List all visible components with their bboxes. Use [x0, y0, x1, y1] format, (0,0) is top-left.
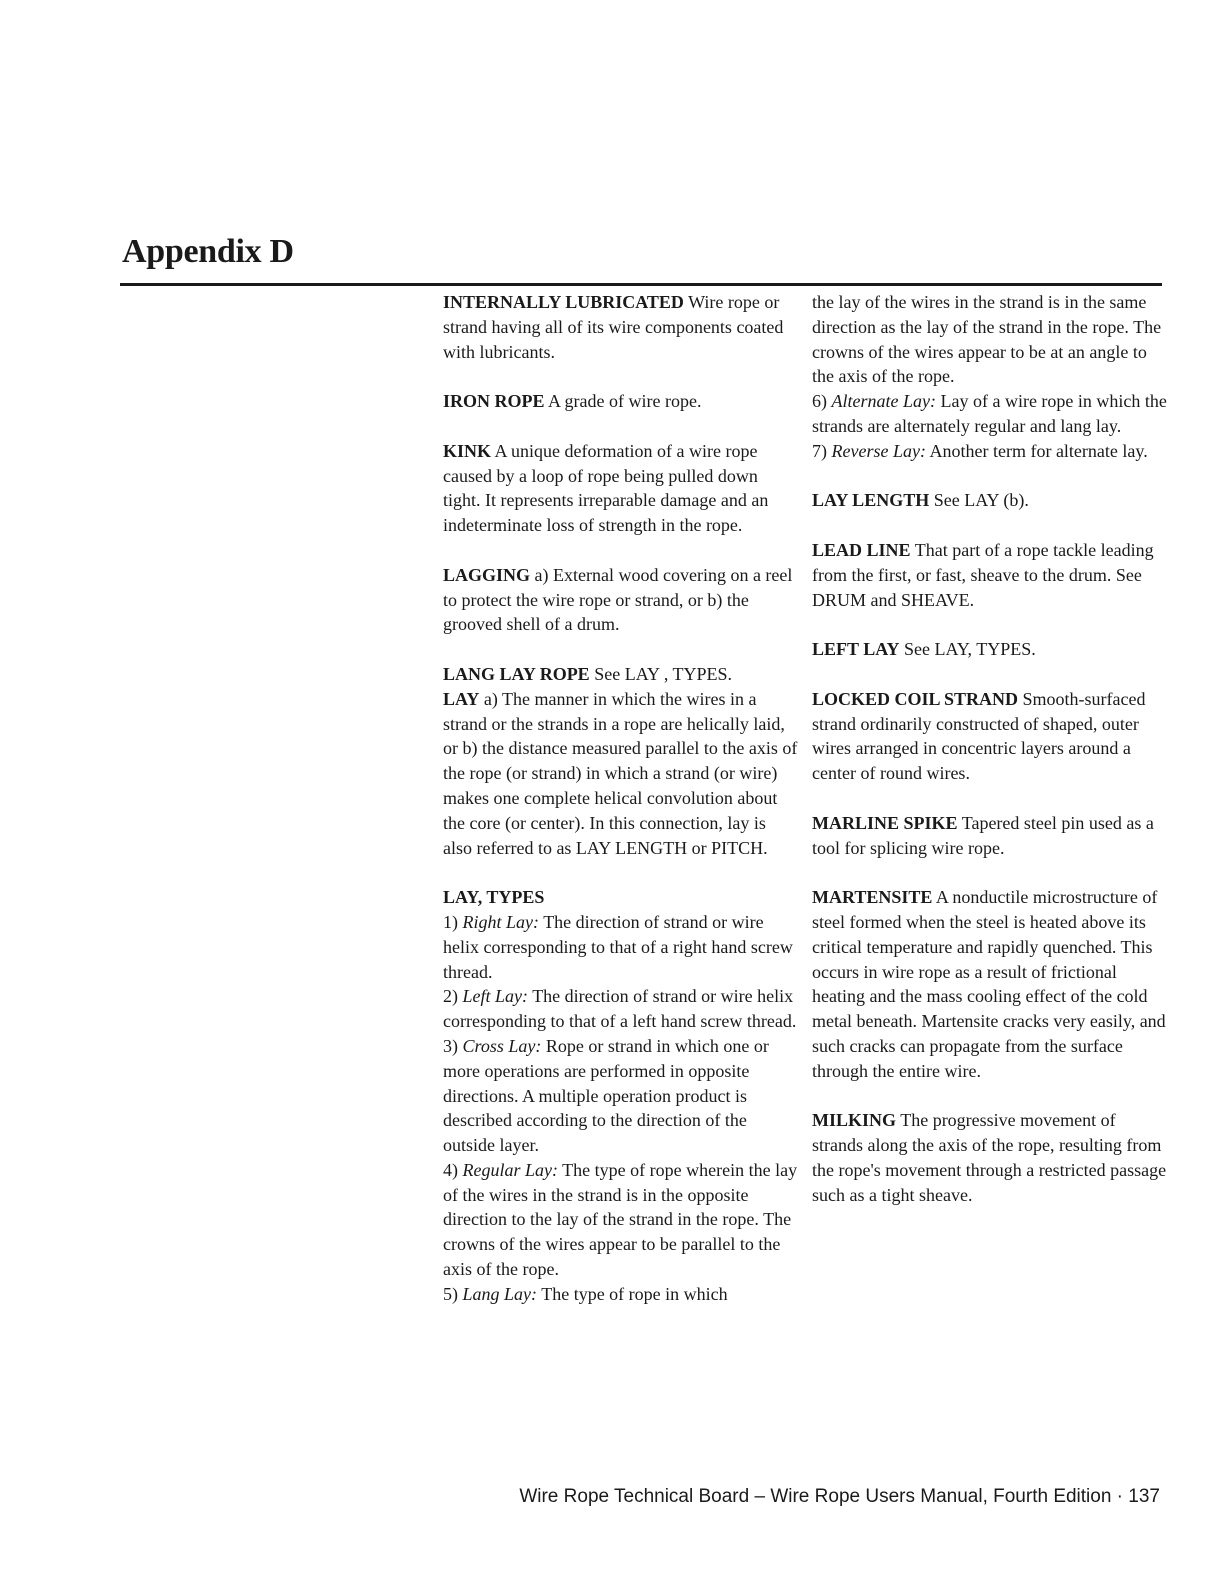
- term-locked-coil-strand: LOCKED COIL STRAND: [812, 688, 1019, 709]
- entry-lay: [443, 687, 798, 861]
- lay-type-name: Lang Lay:: [462, 1283, 538, 1304]
- lay-type-text: Another term for alternate lay.: [929, 440, 1148, 461]
- lay-type-number: 2): [443, 986, 458, 1007]
- lay-type-name: Right Lay:: [462, 911, 539, 932]
- lay-type-name: Cross Lay:: [462, 1035, 542, 1056]
- term-lay-length: LAY LENGTH: [812, 490, 930, 511]
- entry-lang-lay-rope: [443, 662, 798, 687]
- glossary-column-right: [812, 290, 1167, 1207]
- term-martensite: MARTENSITE: [812, 887, 933, 908]
- entry-locked-coil-strand: [812, 687, 1167, 786]
- entry-iron-rope: [443, 389, 798, 414]
- lay-type-item: [443, 910, 798, 984]
- definition-lang-lay-rope: See LAY , TYPES.: [594, 663, 733, 684]
- lay-type-name: Left Lay:: [462, 986, 528, 1007]
- entry-milking: [812, 1108, 1167, 1207]
- definition-iron-rope: A grade of wire rope.: [548, 391, 702, 412]
- entry-internally-lubricated: [443, 290, 798, 364]
- lay-type-number: 5): [443, 1283, 458, 1304]
- lay-type-number: 7): [812, 440, 827, 461]
- term-lang-lay-rope: LANG LAY ROPE: [443, 663, 590, 684]
- lay-type-item: [812, 439, 1167, 464]
- term-milking: MILKING: [812, 1110, 897, 1131]
- glossary-column-left: [443, 290, 798, 1307]
- entry-lay-types: [443, 885, 798, 910]
- lay-type-item: [443, 1034, 798, 1158]
- entry-marline-spike: [812, 811, 1167, 861]
- definition-kink: A unique deformation of a wire rope caused by a loop of rope being pulled down tight. It represents irreparable damage and an indeterminate loss of strength in the rope.: [443, 440, 769, 536]
- term-lay-types: LAY, TYPES: [443, 887, 545, 908]
- term-marline-spike: MARLINE SPIKE: [812, 812, 958, 833]
- term-internally-lubricated: INTERNALLY LUBRICATED: [443, 292, 684, 312]
- lay-type-text: Rope or strand in which one or more operations are performed in opposite directions. A multiple operation product is described according to the direction of the outside layer.: [443, 1035, 769, 1156]
- lang-lay-continued: the lay of the wires in the strand is in the same direction as the lay of the strand in the rope. The crowns of the wires appear to be at an angle to the axis of the rope.: [812, 292, 1162, 387]
- entry-left-lay: [812, 637, 1167, 662]
- term-lagging: LAGGING: [443, 564, 531, 585]
- title-rule: [120, 283, 1162, 286]
- definition-locked-coil-strand: Smooth-surfaced strand ordinarily constructed of shaped, outer wires arranged in concentric layers around a center of round wires.: [812, 688, 1146, 784]
- definition-lead-line: That part of a rope tackle leading from the first, or fast, sheave to the drum. See DRUM and SHEAVE.: [812, 539, 1154, 610]
- lay-type-item: [443, 1158, 798, 1282]
- entry-martensite: [812, 885, 1167, 1083]
- definition-lay-length: See LAY (b).: [933, 490, 1029, 511]
- entry-lay-length: [812, 488, 1167, 513]
- lay-type-text: The type of rope wherein the lay of the wires in the strand is in the opposite direction to the lay of the strand in the rope. The crowns of the wires appear to be parallel to the axis of the rope.: [443, 1159, 798, 1280]
- definition-martensite: A nonductile microstructure of steel formed when the steel is heated above its critical temperature and rapidly quenched. This occurs in wire rope as a result of frictional heating and the mass cooling effect of the cold metal beneath. Martensite cracks very easily, and such cracks can propagate from the surface through the entire wire.: [812, 887, 1166, 1081]
- lay-type-name: Regular Lay:: [462, 1159, 558, 1180]
- definition-lagging: a) External wood covering on a reel to protect the wire rope or strand, or b) the grooved shell of a drum.: [443, 564, 793, 635]
- lay-type-text: The direction of strand or wire helix corresponding to that of a left hand screw thread.: [443, 986, 797, 1032]
- lay-type-item: [443, 1282, 798, 1307]
- lay-type-name: Alternate Lay:: [831, 391, 936, 412]
- entry-kink: [443, 439, 798, 538]
- definition-lay: a) The manner in which the wires in a strand or the strands in a rope are helically laid, or b) the distance measured parallel to the axis of the rope (or strand) in which a strand (or wire) makes one complete helical convolution about the core (or center). In this connection, lay is also referred to as LAY LENGTH or PITCH.: [443, 688, 798, 858]
- entry-lagging: [443, 563, 798, 637]
- definition-milking: The progressive movement of strands along the axis of the rope, resulting from the rope's movement through a restricted passage such as a tight sheave.: [812, 1110, 1167, 1205]
- lay-type-text: The type of rope in which: [541, 1283, 728, 1304]
- term-iron-rope: IRON ROPE: [443, 391, 545, 412]
- entry-lead-line: [812, 538, 1167, 612]
- lay-type-number: 1): [443, 911, 458, 932]
- term-lead-line: LEAD LINE: [812, 539, 911, 560]
- term-left-lay: LEFT LAY: [812, 639, 900, 660]
- lay-type-name: Reverse Lay:: [831, 440, 926, 461]
- page-footer: Wire Rope Technical Board – Wire Rope Users Manual, Fourth Edition · 137: [519, 1486, 1160, 1507]
- lay-type-number: 3): [443, 1035, 458, 1056]
- lay-type-text: The direction of strand or wire helix corresponding to that of a right hand screw thread.: [443, 911, 793, 982]
- lay-type-item: [812, 389, 1167, 439]
- term-lay: LAY: [443, 688, 480, 709]
- definition-marline-spike: Tapered steel pin used as a tool for splicing wire rope.: [812, 812, 1154, 858]
- lay-type-number: 6): [812, 391, 827, 412]
- lay-type-number: 4): [443, 1159, 458, 1180]
- lay-type-item: [443, 984, 798, 1034]
- lay-type-text: Lay of a wire rope in which the strands are alternately regular and lang lay.: [812, 391, 1167, 436]
- definition-internally-lubricated: Wire rope or strand having all of its wire components coated with lubricants.: [443, 292, 784, 362]
- term-kink: KINK: [443, 440, 492, 461]
- definition-left-lay: See LAY, TYPES.: [904, 639, 1036, 660]
- appendix-title: Appendix D: [122, 233, 294, 270]
